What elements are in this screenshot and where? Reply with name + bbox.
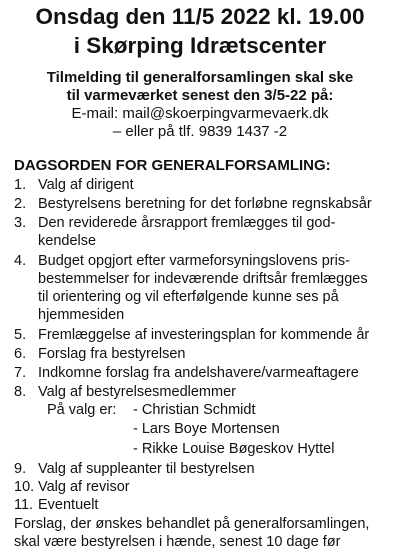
agenda-item-number: 8. <box>14 384 27 400</box>
signup-notice-line-2: til varmeværket senest den 3/5-22 på: <box>66 87 334 104</box>
contact-email: E-mail: mail@skoerpingvarmevaerk.dk <box>71 105 329 122</box>
agenda-item-text: Valg af suppleanter til bestyrelsen <box>38 461 255 477</box>
agenda-item-text: Den reviderede årsrapport fremlægges til god- <box>38 215 336 231</box>
agenda-item-number: 11. <box>14 497 34 513</box>
agenda-item-number: 6. <box>14 346 27 362</box>
agenda-item-number: 3. <box>14 215 27 231</box>
candidate-name: - Rikke Louise Bøgeskov Hyttel <box>133 441 335 457</box>
agenda-item-text-continued: til orientering og vil efterfølgende kunne ses på <box>38 289 339 305</box>
signup-notice-line-1: Tilmelding til generalforsamlingen skal ske <box>46 69 354 86</box>
candidate-name: - Lars Boye Mortensen <box>133 421 280 437</box>
agenda-item-text-continued: hjemmesiden <box>38 307 125 323</box>
candidate-name: - Christian Schmidt <box>133 402 256 418</box>
proposals-note-line-1: Forslag, der ønskes behandlet på generalforsamlingen, <box>14 516 370 532</box>
agenda-item-number: 2. <box>14 196 27 212</box>
contact-phone: – eller på tlf. 9839 1437 -2 <box>112 123 288 140</box>
agenda-heading: DAGSORDEN FOR GENERALFORSAMLING: <box>14 157 331 174</box>
agenda-item-text: Valg af revisor <box>38 479 130 495</box>
agenda-item-text: Budget opgjort efter varmeforsyningslovens pris- <box>38 253 350 269</box>
agenda-item-text: Forslag fra bestyrelsen <box>38 346 186 362</box>
agenda-item-number: 5. <box>14 327 27 343</box>
meeting-date-title: Onsdag den 11/5 2022 kl. 19.00 <box>35 4 365 29</box>
agenda-item-number: 10. <box>14 479 35 495</box>
proposals-note-line-2: skal være bestyrelsen i hænde, senest 10 dage før <box>14 534 341 550</box>
agenda-item-number: 4. <box>14 253 27 269</box>
agenda-item-number: 9. <box>14 461 27 477</box>
agenda-item-number: 7. <box>14 365 27 381</box>
agenda-item-text-continued: bestemmelser for indeværende driftsår fremlægges <box>38 271 368 287</box>
agenda-item-text: Valg af bestyrelsesmedlemmer <box>38 384 236 400</box>
agenda-item-text: Eventuelt <box>38 497 99 513</box>
agenda-item-text: Indkomne forslag fra andelshavere/varmeaftagere <box>38 365 359 381</box>
agenda-item-text: Fremlæggelse af investeringsplan for kommende år <box>38 327 370 343</box>
agenda-item-text: Bestyrelsens beretning for det forløbne regnskabsår <box>38 196 372 212</box>
agenda-item-text: Valg af dirigent <box>38 177 134 193</box>
candidates-label: På valg er: <box>47 402 117 418</box>
agenda-item-text-continued: kendelse <box>38 233 97 249</box>
meeting-venue-title: i Skørping Idrætscenter <box>73 33 327 58</box>
agenda-item-number: 1. <box>14 177 27 193</box>
